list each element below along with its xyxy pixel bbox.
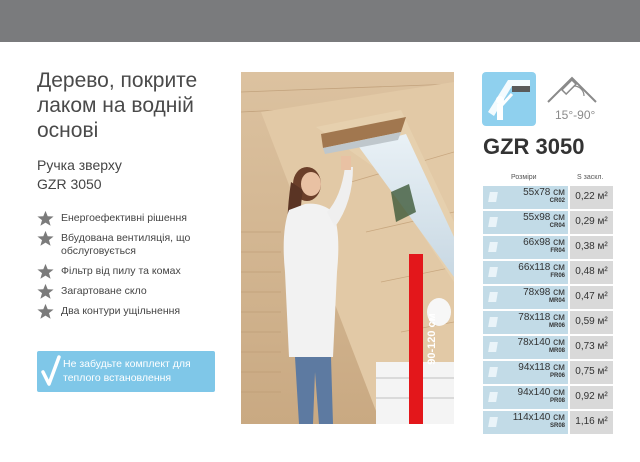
- size-cell: 55x78 см: [523, 187, 565, 198]
- column-header-size: Розміри: [511, 174, 537, 181]
- feature-text: Фільтр від пилу та комах: [61, 265, 181, 277]
- feature-item: [37, 212, 237, 225]
- height-label: 90-120 см: [426, 313, 438, 365]
- table-row: [483, 186, 613, 209]
- subtitle-model: GZR 3050: [37, 176, 102, 192]
- size-table-header: [483, 172, 613, 184]
- column-header-area: S заскл.: [577, 174, 604, 181]
- subtitle-handle: Ручка зверху: [37, 157, 122, 173]
- code-cell: CR04: [549, 223, 565, 229]
- code-cell: FR06: [550, 273, 565, 279]
- reminder-banner: [37, 351, 215, 392]
- model-name: GZR 3050: [483, 134, 585, 159]
- code-cell: SR08: [549, 423, 565, 429]
- area-cell: 1,16 м²: [575, 416, 608, 427]
- feature-item: [37, 305, 237, 318]
- area-cell: 0,38 м²: [575, 241, 608, 252]
- window-pane-icon: [488, 417, 498, 427]
- table-row: [483, 211, 613, 234]
- window-pane-icon: [488, 192, 498, 202]
- product-photo: [241, 72, 454, 424]
- table-row: [483, 386, 613, 409]
- size-cell: 66x98 см: [523, 237, 565, 248]
- feature-item: [37, 285, 237, 298]
- size-cell: 94x140 см: [517, 387, 565, 398]
- star-icon: [37, 230, 54, 247]
- size-cell: 114x140 см: [512, 412, 565, 423]
- table-row: [483, 411, 613, 434]
- code-cell: MR08: [548, 348, 565, 354]
- area-cell: 0,59 м²: [575, 316, 608, 327]
- height-bar: [409, 254, 423, 424]
- table-row: [483, 286, 613, 309]
- code-cell: PR08: [549, 398, 565, 404]
- feature-list: [37, 212, 237, 325]
- star-icon: [37, 263, 54, 280]
- top-bar: [0, 0, 640, 42]
- feature-text: Вбудована вентиляція, що обслуговується: [61, 232, 191, 257]
- page-title: Дерево, покрите лаком на водній основі: [37, 69, 198, 142]
- window-pane-icon: [488, 392, 498, 402]
- window-pane-icon: [488, 367, 498, 377]
- area-cell: 0,75 м²: [575, 366, 608, 377]
- area-cell: 0,22 м²: [575, 191, 608, 202]
- size-cell: 78x98 см: [523, 287, 565, 298]
- code-cell: MR04: [548, 298, 565, 304]
- feature-item: [37, 265, 237, 278]
- size-cell: 55x98 см: [523, 212, 565, 223]
- area-cell: 0,29 м²: [575, 216, 608, 227]
- window-pane-icon: [488, 342, 498, 352]
- reminder-text: Не забудьте комплект для теплого встановлення: [63, 358, 191, 384]
- area-cell: 0,48 м²: [575, 266, 608, 277]
- product-subtitle: [37, 156, 122, 194]
- star-icon: [37, 210, 54, 227]
- window-pane-icon: [488, 267, 498, 277]
- code-cell: CR02: [549, 198, 565, 204]
- window-pane-icon: [488, 317, 498, 327]
- table-row: [483, 336, 613, 359]
- table-row: [483, 236, 613, 259]
- size-cell: 78x140 см: [517, 337, 565, 348]
- area-cell: 0,73 м²: [575, 341, 608, 352]
- window-pane-icon: [488, 242, 498, 252]
- code-cell: MR06: [548, 323, 565, 329]
- feature-text: Енергоефективні рішення: [61, 212, 187, 224]
- attic-scene-illustration: [241, 72, 454, 424]
- table-row: [483, 261, 613, 284]
- table-row: [483, 311, 613, 334]
- star-icon: [37, 283, 54, 300]
- size-cell: 66x118 см: [518, 262, 565, 273]
- feature-text: Загартоване скло: [61, 285, 147, 297]
- star-icon: [37, 303, 54, 320]
- angle-label: 15°-90°: [555, 108, 596, 122]
- size-table: [483, 186, 613, 436]
- table-row: [483, 361, 613, 384]
- area-cell: 0,92 м²: [575, 391, 608, 402]
- size-cell: 78x118 см: [518, 312, 565, 323]
- size-cell: 94x118 см: [518, 362, 565, 373]
- feature-text: Два контури ущільнення: [61, 305, 181, 317]
- checkmark-icon: [41, 355, 61, 387]
- window-pane-icon: [488, 217, 498, 227]
- code-cell: PR06: [549, 373, 565, 379]
- window-icon: [482, 72, 536, 126]
- feature-item: [37, 232, 237, 258]
- code-cell: FR04: [550, 248, 565, 254]
- area-cell: 0,47 м²: [575, 291, 608, 302]
- window-pane-icon: [488, 292, 498, 302]
